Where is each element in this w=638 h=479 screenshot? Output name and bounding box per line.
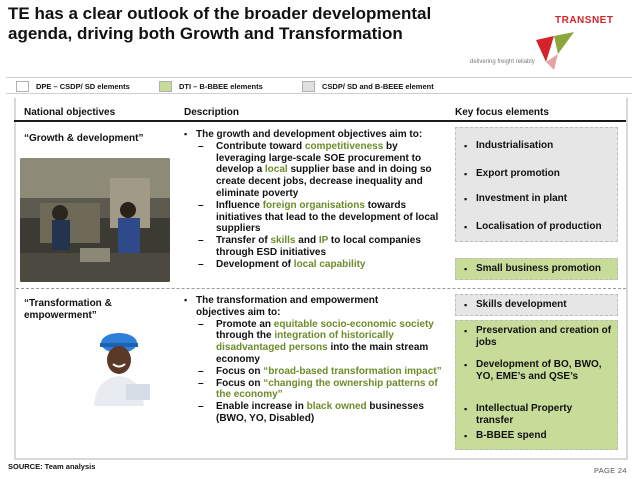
page-number: PAGE 24: [594, 466, 627, 475]
source-note: SOURCE: Team analysis: [8, 462, 96, 471]
header-objectives: National objectives: [24, 107, 116, 118]
brand-name: TRANSNET: [555, 15, 614, 26]
focus-item: ▪ Development of BO, BWO, YO, EME’s and QSE’s: [464, 359, 612, 383]
focus-item: ▪ Intellectual Property transfer: [464, 403, 612, 427]
legend-label-dpe: DPE – CSDP/ SD elements: [36, 82, 130, 91]
legend: [6, 77, 632, 94]
frame-right: [626, 98, 628, 460]
description-transformation-item: – Focus on “changing the ownership patterns of the economy”: [184, 378, 446, 402]
description-growth-item: – Influence foreign organisations towards initiatives that lead to the development of local suppliers: [184, 200, 446, 235]
description-transformation: [184, 295, 446, 425]
focus-box-transformation: [455, 320, 618, 450]
legend-swatch-dti: [159, 81, 172, 92]
description-growth-item: – Contribute toward competitiveness by leveraging large-scale SOE procurement to develop a local supplier base and in doing so create decent jobs, decrease inequality and eliminate poverty: [184, 141, 446, 200]
objective-transformation: [24, 298, 112, 322]
frame-bottom: [14, 458, 628, 460]
header-rule: [14, 120, 626, 122]
description-transformation-item: – Enable increase in black owned businesses (BWO, YO, Disabled): [184, 401, 446, 425]
header-focus: Key focus elements: [455, 107, 549, 118]
focus-item: ▪ Investment in plant: [464, 193, 612, 205]
focus-item: ▪ B-BBEE spend: [464, 430, 612, 442]
objective-transformation-line1: “Transformation &: [24, 298, 112, 309]
description-transformation-intro-line1: ▪ The transformation and empowerment: [196, 295, 379, 306]
legend-label-csdp: CSDP/ SD and B-BEEE element: [322, 82, 434, 91]
focus-item: ▪ Small business promotion: [464, 263, 612, 275]
description-growth-intro: ▪ The growth and development objectives aim to:: [184, 129, 446, 141]
objective-growth: “Growth & development”: [24, 133, 144, 144]
focus-item: ▪ Skills development: [464, 299, 612, 311]
focus-item: ▪ Localisation of production: [464, 221, 612, 233]
description-transformation-item: – Focus on “broad-based transformation impact”: [184, 366, 446, 378]
legend-swatch-csdp: [302, 81, 315, 92]
row-divider: [16, 288, 626, 289]
legend-label-dti: DTI – B-BBEE elements: [179, 82, 263, 91]
focus-box-growth-dti: [455, 258, 618, 280]
description-growth: [184, 129, 446, 271]
focus-box-transformation-skills: [455, 294, 618, 316]
description-transformation-intro: [184, 295, 446, 319]
description-growth-item: – Development of local capability: [184, 259, 446, 271]
focus-item: ▪ Industrialisation: [464, 140, 612, 152]
header-description: Description: [184, 107, 240, 118]
description-transformation-item: – Promote an equitable socio-economic society through the integration of historically disadvantaged persons into the main stream economy: [184, 319, 446, 366]
description-transformation-intro-line2: objectives aim to:: [196, 306, 281, 318]
factory-workers-photo: [20, 158, 170, 282]
focus-box-growth: [455, 127, 618, 242]
frame-left: [14, 98, 16, 460]
legend-swatch-dpe: [16, 81, 29, 92]
description-growth-item: – Transfer of skills and IP to local companies through ESD initiatives: [184, 235, 446, 259]
slide-title: TE has a clear outlook of the broader developmental agenda, driving both Growth and Transformation: [8, 4, 432, 43]
objective-transformation-line2: empowerment”: [24, 310, 97, 321]
focus-item: ▪ Preservation and creation of jobs: [464, 325, 612, 349]
engineer-photo: [84, 330, 154, 406]
focus-item: ▪ Export promotion: [464, 168, 612, 180]
brand-tagline: delivering freight reliably: [470, 59, 535, 65]
